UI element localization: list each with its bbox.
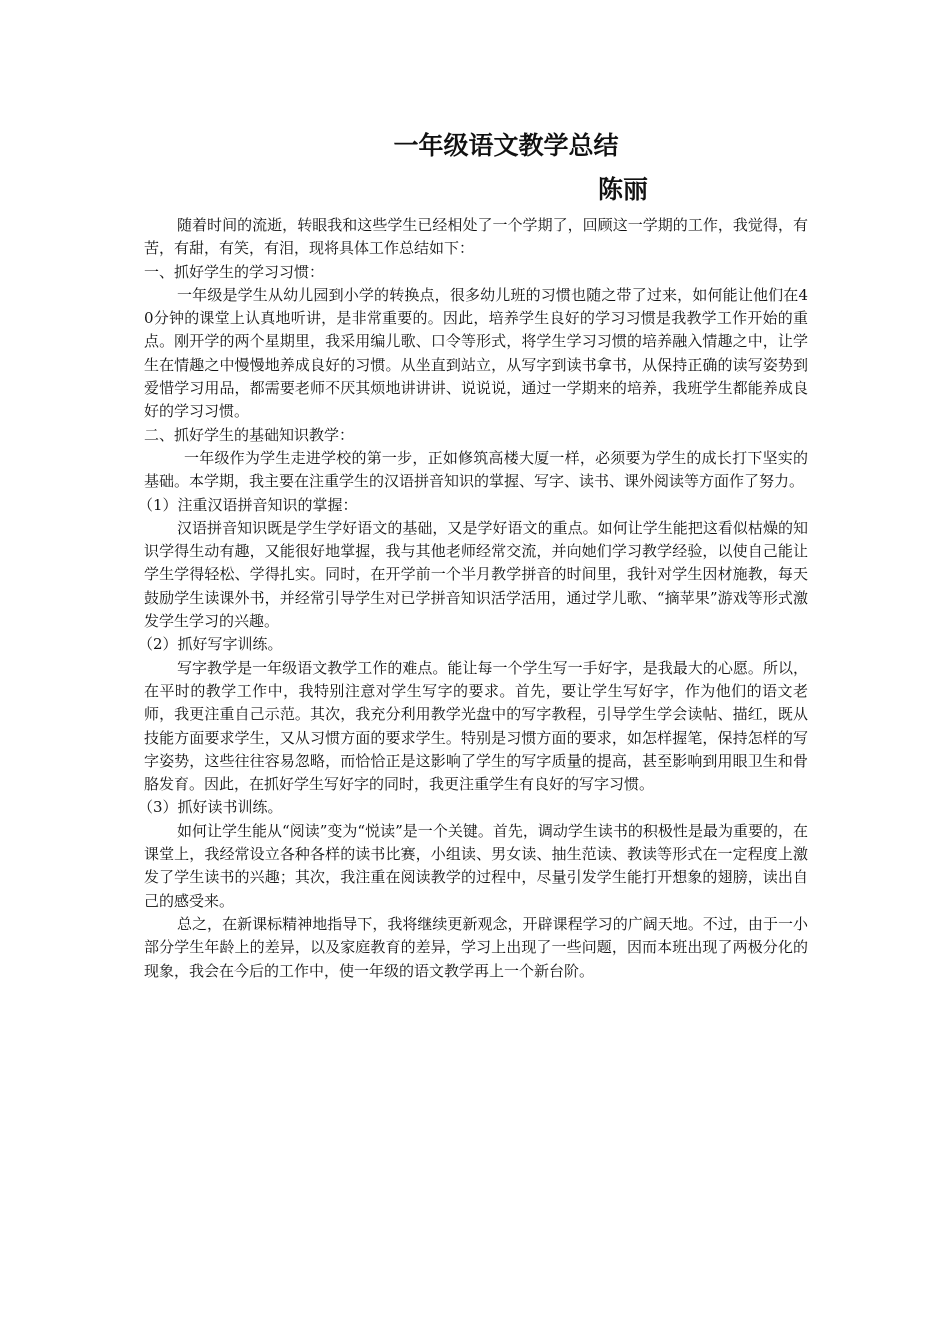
section-heading-1: 一、抓好学生的学习习惯： bbox=[144, 262, 325, 281]
paragraph-reading: 如何让学生能从“阅读”变为“悦读”是一个关键。首先，调动学生读书的积极性是最为重要的，在课堂上，我经常设立各种各样的读书比赛，小组读、男女读、抽生范读、教读等形式在一定程度上激发了学生读书的兴趣；其次，我注重在阅读教学的过程中，尽量引发学生能打开想象的翅膀，读出自己的感受来。 bbox=[144, 821, 808, 910]
paragraph-basics: 一年级作为学生走进学校的第一步，正如修筑高楼大厦一样，必须要为学生的成长打下坚实的基础。本学期，我主要在注重学生的汉语拼音知识的掌握、写字、读书、课外阅读等方面作了努力。 bbox=[144, 448, 808, 491]
document-page bbox=[138, 128, 808, 983]
subheading-pinyin: （1）注重汉语拼音知识的掌握： bbox=[138, 495, 358, 514]
document-title: 一年级语文教学总结 bbox=[393, 131, 619, 160]
subheading-writing: （2）抓好写字训练。 bbox=[138, 635, 283, 654]
paragraph-writing: 写字教学是一年级语文教学工作的难点。能让每一个学生写一手好字，是我最大的心愿。所以，在平时的教学工作中，我特别注意对学生写字的要求。首先，要让学生写好字，作为他们的语文老师，我更注重自己示范。其次，我充分利用教学光盘中的写字教程，引导学生学会读帖、描红，既从技能方面要求学生，又从习惯方面的要求学生。特别是习惯方面的要求，如怎样握笔，保持怎样的写字姿势，这些往往容易忽略，而恰恰正是这影响了学生的写字质量的提高，甚至影响到用眼卫生和骨胳发育。因此，在抓好学生写好字的同时，我更注重学生有良好的写字习惯。 bbox=[144, 658, 808, 794]
section-heading-2: 二、抓好学生的基础知识教学： bbox=[144, 425, 355, 444]
paragraph-intro: 随着时间的流逝，转眼我和这些学生已经相处了一个学期了，回顾这一学期的工作，我觉得，有苦，有甜，有笑，有泪，现将具体工作总结如下： bbox=[144, 216, 808, 258]
subheading-reading: （3）抓好读书训练。 bbox=[138, 798, 283, 817]
paragraph-pinyin: 汉语拼音知识既是学生学好语文的基础，又是学好语文的重点。如何让学生能把这看似枯燥的知识学得生动有趣，又能很好地掌握，我与其他老师经常交流，并向她们学习教学经验，以使自己能让学生学得轻松、学得扎实。同时，在开学前一个半月教学拼音的时间里，我针对学生因材施教，每天鼓励学生读课外书，并经常引导学生对已学拼音知识活学活用，通过学儿歌、“摘苹果”游戏等形式激发学生学习的兴趣。 bbox=[144, 518, 808, 631]
paragraph-conclusion: 总之，在新课标精神地指导下，我将继续更新观念，开辟课程学习的广阔天地。不过，由于一小部分学生年龄上的差异，以及家庭教育的差异，学习上出现了一些问题，因而本班出现了两极分化的现象，我会在今后的工作中，使一年级的语文教学再上一个新台阶。 bbox=[144, 914, 808, 980]
author-name: 陈丽 bbox=[598, 175, 649, 204]
paragraph-habits: 一年级是学生从幼儿园到小学的转换点，很多幼儿班的习惯也随之带了过来，如何能让他们在40分钟的课堂上认真地听讲，是非常重要的。因此，培养学生良好的学习习惯是我教学工作开始的重点。刚开学的两个星期里，我采用编儿歌、口令等形式，将学生学习习惯的培养融入情趣之中，让学生在情趣之中慢慢地养成良好的习惯。从坐直到站立，从写字到读书拿书，从保持正确的读写姿势到爱惜学习用品，都需要老师不厌其烦地讲讲讲、说说说，通过一学期来的培养，我班学生都能养成良好的学习习惯。 bbox=[144, 285, 808, 421]
